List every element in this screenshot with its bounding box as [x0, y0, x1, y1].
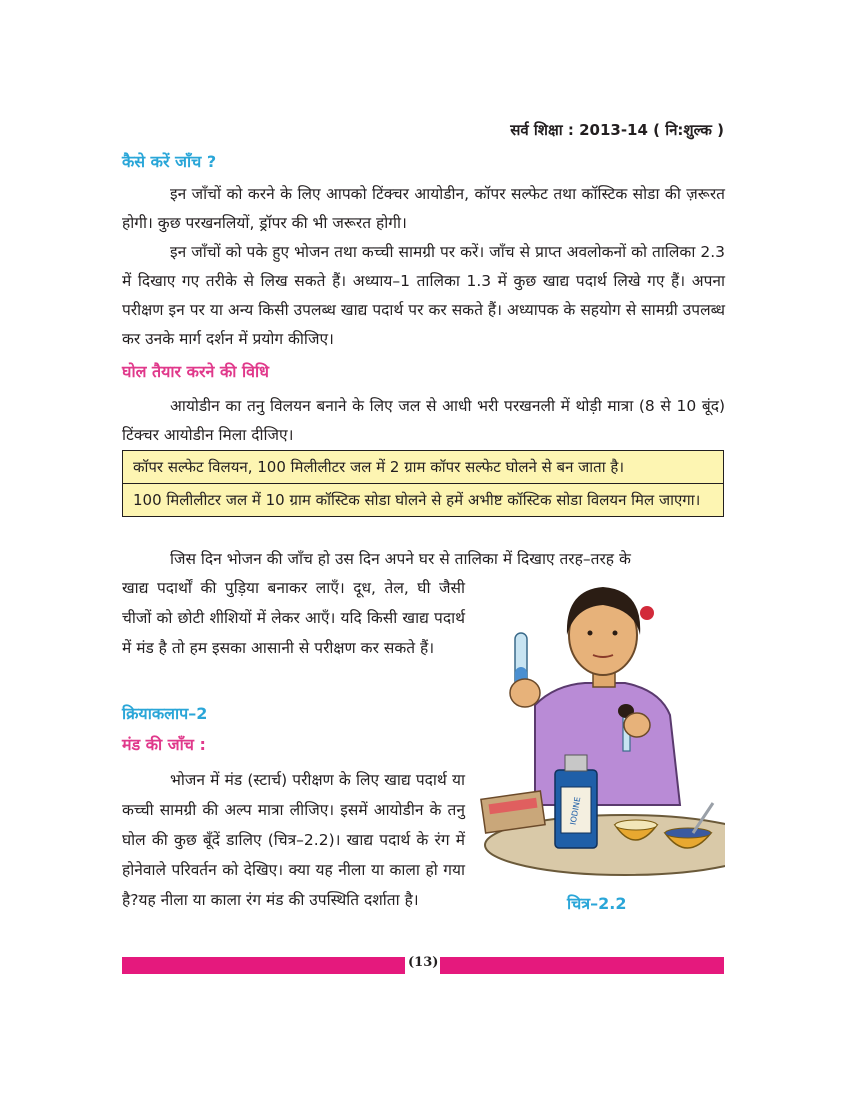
paragraph-materials: इन जाँचों को करने के लिए आपको टिंक्चर आयोडीन, कॉपर सल्फेट तथा कॉस्टिक सोडा की ज़रूरत होगी। कुछ परखनलियों, ड्रॉपर की भी जरूरत होगी। — [122, 185, 725, 232]
paragraph-iodine-solution: आयोडीन का तनु विलयन बनाने के लिए जल से आधी भरी परखनली में थोड़ी मात्रा (8 से 10 बूंद) टिंक्चर आयोडीन मिला दीजिए। — [122, 397, 725, 444]
footer-bar-right — [440, 957, 724, 974]
page-header: सर्व शिक्षा : 2013-14 ( नि:शुल्क ) — [510, 121, 724, 139]
girl-eye-right — [613, 631, 618, 636]
girl-hand-left — [510, 679, 540, 707]
paragraph-procedure: इन जाँचों को पके हुए भोजन तथा कच्ची सामग्री पर करें। जाँच से प्राप्त अवलोकनों को तालिका 2.3 में दिखाए गए तरीके से लिख सकते हैं। अध्याय–1 तालिका 1.3 में कुछ खाद्य पदार्थ लिखे गए हैं। अपना परीक्षण इन पर या अन्य किसी उपलब्ध खाद्य पदार्थ पर कर सकते हैं। अध्यापक के सहयोग से सामग्री उपलब्ध कर उनके मार्ग दर्शन में प्रयोग कीजिए। — [122, 243, 725, 348]
girl-eye-left — [588, 631, 593, 636]
activity-title: क्रियाकलाप–2 — [122, 704, 208, 723]
bowl-right-contents — [665, 828, 711, 838]
info-box-caustic-soda: 100 मिलीलीटर जल में 10 ग्राम कॉस्टिक सोडा घोलने से हमें अभीष्ट कॉस्टिक सोडा विलयन मिल जाएगा। — [123, 483, 723, 516]
page-number: (13) — [408, 955, 439, 970]
paragraph-starch-test: भोजन में मंड (स्टार्च) परीक्षण के लिए खाद्य पदार्थ या कच्ची सामग्री की अल्प मात्रा लीजिए। इसमें आयोडीन के तनु घोल की कुछ बूँदें डालिए (चित्र–2.2)। खाद्य पदार्थ के रंग में होनेवाले परिवर्तन को देखिए। क्या यह नीला या काला हो गया है?यह नीला या काला रंग मंड की उपस्थिति दर्शाता है। — [122, 771, 465, 909]
section-heading-solution-method: घोल तैयार करने की विधि — [122, 362, 269, 381]
section-heading-how-to-test: कैसे करें जाँच ? — [122, 152, 217, 171]
activity-subtitle: मंड की जाँच : — [122, 735, 206, 754]
footer-bar-left — [122, 957, 405, 974]
figure-caption: चित्र–2.2 — [567, 894, 627, 913]
bowl-left-contents — [615, 820, 657, 830]
paragraph-food-day: जिस दिन भोजन की जाँच हो उस दिन अपने घर से तालिका में दिखाए तरह–तरह के — [170, 550, 631, 568]
info-box — [122, 450, 724, 517]
info-box-copper-sulphate: कॉपर सल्फेट विलयन, 100 मिलीलीटर जल में 2 ग्राम कॉपर सल्फेट घोलने से बन जाता है। — [133, 458, 625, 476]
girl-testing-illustration — [475, 555, 725, 880]
iodine-bottle-cap — [565, 755, 587, 771]
iodine-bottle-text: IODINE — [568, 796, 583, 826]
hair-ribbon — [640, 606, 654, 620]
girl-hand-right — [624, 713, 650, 737]
paragraph-food-day-continued: खाद्य पदार्थों की पुड़िया बनाकर लाएँ। दूध, तेल, घी जैसी चीजों को छोटी शीशियों में लेकर आएँ। यदि किसी खाद्य पदार्थ में मंड है तो हम इसका आसानी से परीक्षण कर सकते हैं। — [122, 579, 465, 657]
